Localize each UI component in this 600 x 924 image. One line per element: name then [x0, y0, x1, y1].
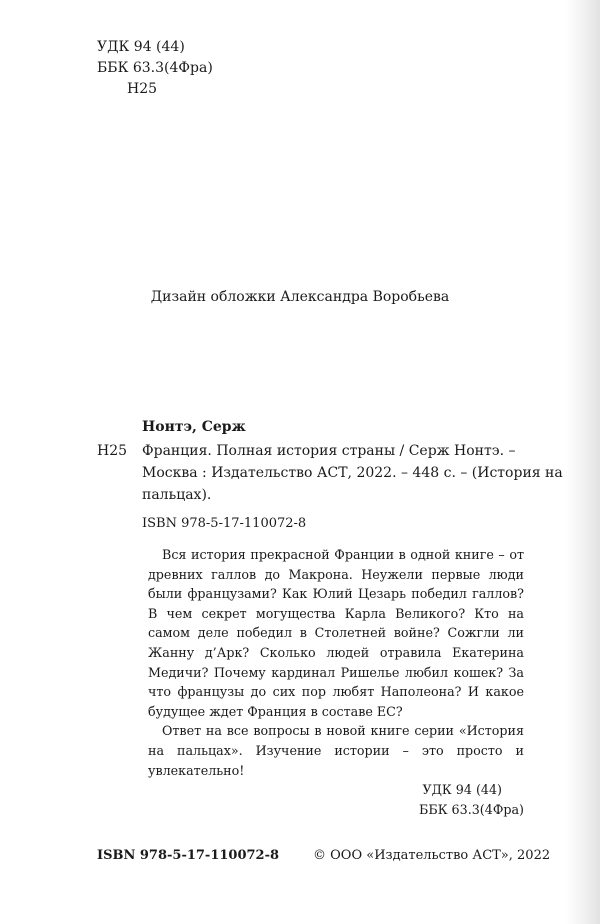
copyright-notice: © ООО «Издательство АСТ», 2022 — [313, 848, 551, 863]
author-code: Н25 — [97, 443, 128, 459]
annotation-bbk: ББК 63.3(4Фра) — [419, 801, 524, 817]
annotation-udk: УДК 94 (44) — [422, 782, 502, 798]
biblio-title-line: Франция. Полная история страны / Серж Нонтэ. – — [142, 443, 516, 459]
author-code-header: Н25 — [127, 81, 158, 97]
annotation-paragraph: Вся история прекрасной Франции в одной книге – от древних галлов до Макрона. Неужели первые люди были французами? Как Юлий Цезарь победил галлов? В чем секрет могущества Карла Великого? Кто на самом деле победил в Столетней войне? Сожгли ли Жанну д’Арк? Сколько людей отравила Екатерина Медичи? Почему кардинал Ришелье любил кошек? За что французы до сих пор любят Наполеона? И какое будущее ждет Франция в составе ЕС? — [148, 547, 524, 719]
biblio-series-line: пальцах). — [142, 487, 212, 503]
udk-header: УДК 94 (44) — [97, 39, 185, 55]
annotation-paragraph: Ответ на все вопросы в новой книге серии «История на пальцах». Изучение истории – это просто и увлекательно! — [148, 723, 524, 778]
bbk-header: ББК 63.3(4Фра) — [97, 60, 213, 76]
isbn-footer: ISBN 978-5-17-110072-8 — [97, 848, 280, 863]
author-name: Нонтэ, Серж — [142, 419, 246, 435]
biblio-publisher-line: Москва : Издательство АСТ, 2022. – 448 с. – (История на — [142, 465, 563, 481]
annotation — [148, 545, 524, 819]
isbn-record: ISBN 978-5-17-110072-8 — [142, 516, 307, 531]
cover-designer-credit: Дизайн обложки Александра Воробьева — [150, 289, 450, 305]
page-edge-shadow — [566, 0, 600, 924]
